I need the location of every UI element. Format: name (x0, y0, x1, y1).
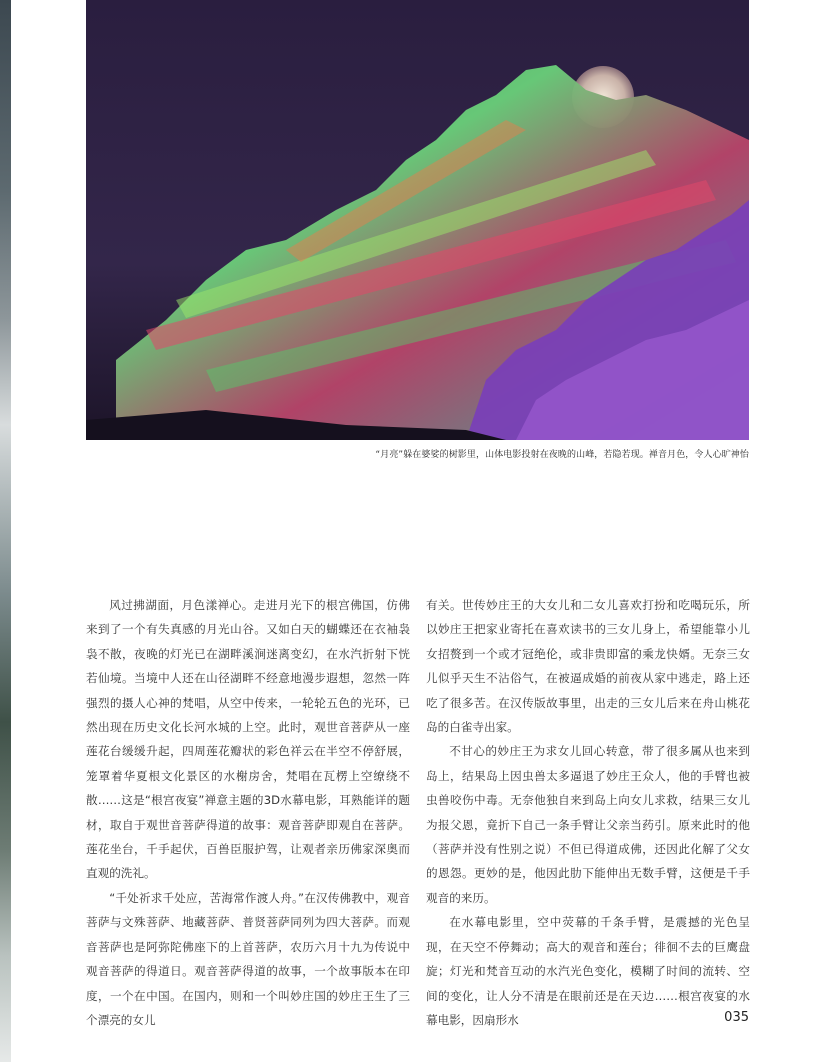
mountain-projection-photo (86, 0, 749, 440)
photo-illustration (86, 0, 749, 440)
paragraph: “千处祈求千处应，苦海常作渡人舟。”在汉传佛教中，观音菩萨与文殊菩萨、地藏菩萨、普贤菩萨同列为四大菩萨。而观音菩萨也是阿弥陀佛座下的上首菩萨，农历六月十九为传说中观音菩萨的得道日。观音菩萨得道的故事，一个故事版本在印度，一个在中国。在国内，则和一个叫妙庄国的妙庄王生了三个漂亮的女儿 (86, 890, 410, 1027)
photo-caption: “月亮”躲在婆娑的树影里，山体电影投射在夜晚的山峰，若隐若现。禅音月色，令人心旷神怡 (375, 450, 749, 460)
article-left-column (86, 593, 410, 1032)
page-number: 035 (724, 1010, 749, 1025)
paragraph: 有关。世传妙庄王的大女儿和二女儿喜欢打扮和吃喝玩乐，所以妙庄王把家业寄托在喜欢读书的三女儿身上，希望能靠小儿女招赘到一个或才冠绝伦，或非贵即富的乘龙快婿。无奈三女儿似乎天生不沾俗气，在被逼成婚的前夜从家中逃走，路上还吃了很多苦。在汉传版故事里，出走的三女儿后来在舟山桃花岛的白雀寺出家。 (426, 598, 750, 735)
paragraph: 在水幕电影里，空中荧幕的千条手臂，是震撼的光色呈现，在天空不停舞动；高大的观音和莲台；徘徊不去的巨鹰盘旋；灯光和梵音互动的水汽光色变化，模糊了时间的流转、空间的变化，让人分不清是在眼前还是在天边……根宫夜宴的水幕电影，因扇形水 (426, 915, 750, 1027)
paragraph: 不甘心的妙庄王为求女儿回心转意，带了很多属从也来到岛上，结果岛上因虫兽太多逼退了妙庄王众人，他的手臂也被虫兽咬伤中毒。无奈他独自来到岛上向女儿求救，结果三女儿为报父恩，竟折下自己一条手臂让父亲当药引。原来此时的他（菩萨并没有性别之说）不但已得道成佛，还因此化解了父女的恩怨。更妙的是，他因此肋下能伸出无数手臂，这便是千手观音的来历。 (426, 744, 750, 905)
article-right-column (426, 593, 750, 1032)
paragraph: 风过拂湖面，月色漾禅心。走进月光下的根宫佛国，仿佛来到了一个有失真感的月光山谷。又如白天的蝴蝶还在衣袖袅袅不散，夜晚的灯光已在湖畔溪涧迷离变幻，在水汽折射下恍若仙境。当境中人还在山径湖畔不经意地漫步遐想，忽然一阵强烈的摄人心神的梵唱，从空中传来，一轮轮五色的光环，已然出现在历史文化长河水城的上空。此时，观世音菩萨从一座莲花台缓缓升起，四周莲花瓣状的彩色祥云在半空不停舒展，笼罩着华夏根文化景区的水榭房舍，梵唱在瓦楞上空缭绕不散……这是“根宫夜宴”禅意主题的3D水幕电影，耳熟能详的题材，取自于观世音菩萨得道的故事：观音菩萨即观自在菩萨。莲花坐台，千手起伏，百兽臣服护驾，让观者亲历佛家深奥而直观的洗礼。 (86, 598, 410, 881)
adjacent-page-edge (0, 0, 11, 1062)
